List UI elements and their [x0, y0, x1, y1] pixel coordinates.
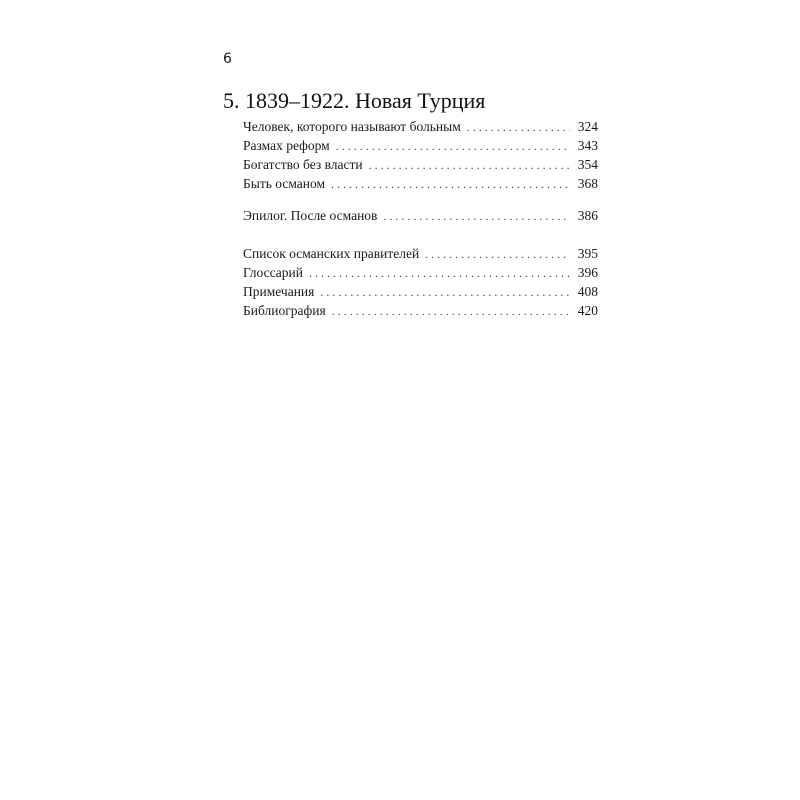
toc-entry-title: Эпилог. После османов: [243, 208, 378, 223]
dot-leader: [467, 118, 570, 137]
dot-leader: [383, 207, 570, 226]
dot-leader: [425, 245, 570, 264]
toc-group-appendices: [243, 244, 598, 320]
toc-entry: [243, 117, 598, 136]
toc-entry: [243, 136, 598, 155]
toc-entry: [243, 174, 598, 193]
dot-leader: [331, 175, 570, 194]
toc-entry-title: Богатство без власти: [243, 157, 363, 172]
toc-entry: [243, 244, 598, 263]
toc-entry-page: 408: [577, 284, 598, 299]
toc-entry-title: Размах реформ: [243, 138, 330, 153]
dot-leader: [336, 137, 570, 156]
toc-group-chapter-5: [243, 117, 598, 193]
toc-entry-title: Библиография: [243, 303, 326, 318]
chapter-heading: 5. 1839–1922. Новая Турция: [223, 88, 486, 113]
toc-entry-page: 386: [577, 208, 598, 223]
toc-entry-page: 420: [577, 303, 598, 318]
toc-entry: [243, 282, 598, 301]
toc-entry-page: 396: [577, 265, 598, 280]
toc-entry: [243, 155, 598, 174]
dot-leader: [369, 156, 570, 175]
toc-entry-title: Список османских правителей: [243, 246, 420, 261]
toc-entry: [243, 263, 598, 282]
toc-entry-page: 354: [577, 157, 598, 172]
dot-leader: [320, 283, 570, 302]
toc-entry-page: 395: [577, 246, 598, 261]
toc-entry-page: 368: [577, 176, 598, 191]
toc-entry-title: Человек, которого называют больным: [243, 119, 461, 134]
toc-entry-title: Быть османом: [243, 176, 326, 191]
page-number: 6: [223, 51, 232, 67]
toc-entry: [243, 301, 598, 320]
toc-entry-page: 343: [577, 138, 598, 153]
toc-group-epilogue: [243, 206, 598, 225]
toc-entry-title: Примечания: [243, 284, 315, 299]
toc-entry-title: Глоссарий: [243, 265, 303, 280]
dot-leader: [309, 264, 570, 283]
toc-entry-page: 324: [577, 119, 598, 134]
dot-leader: [332, 302, 570, 321]
toc-entry: [243, 206, 598, 225]
